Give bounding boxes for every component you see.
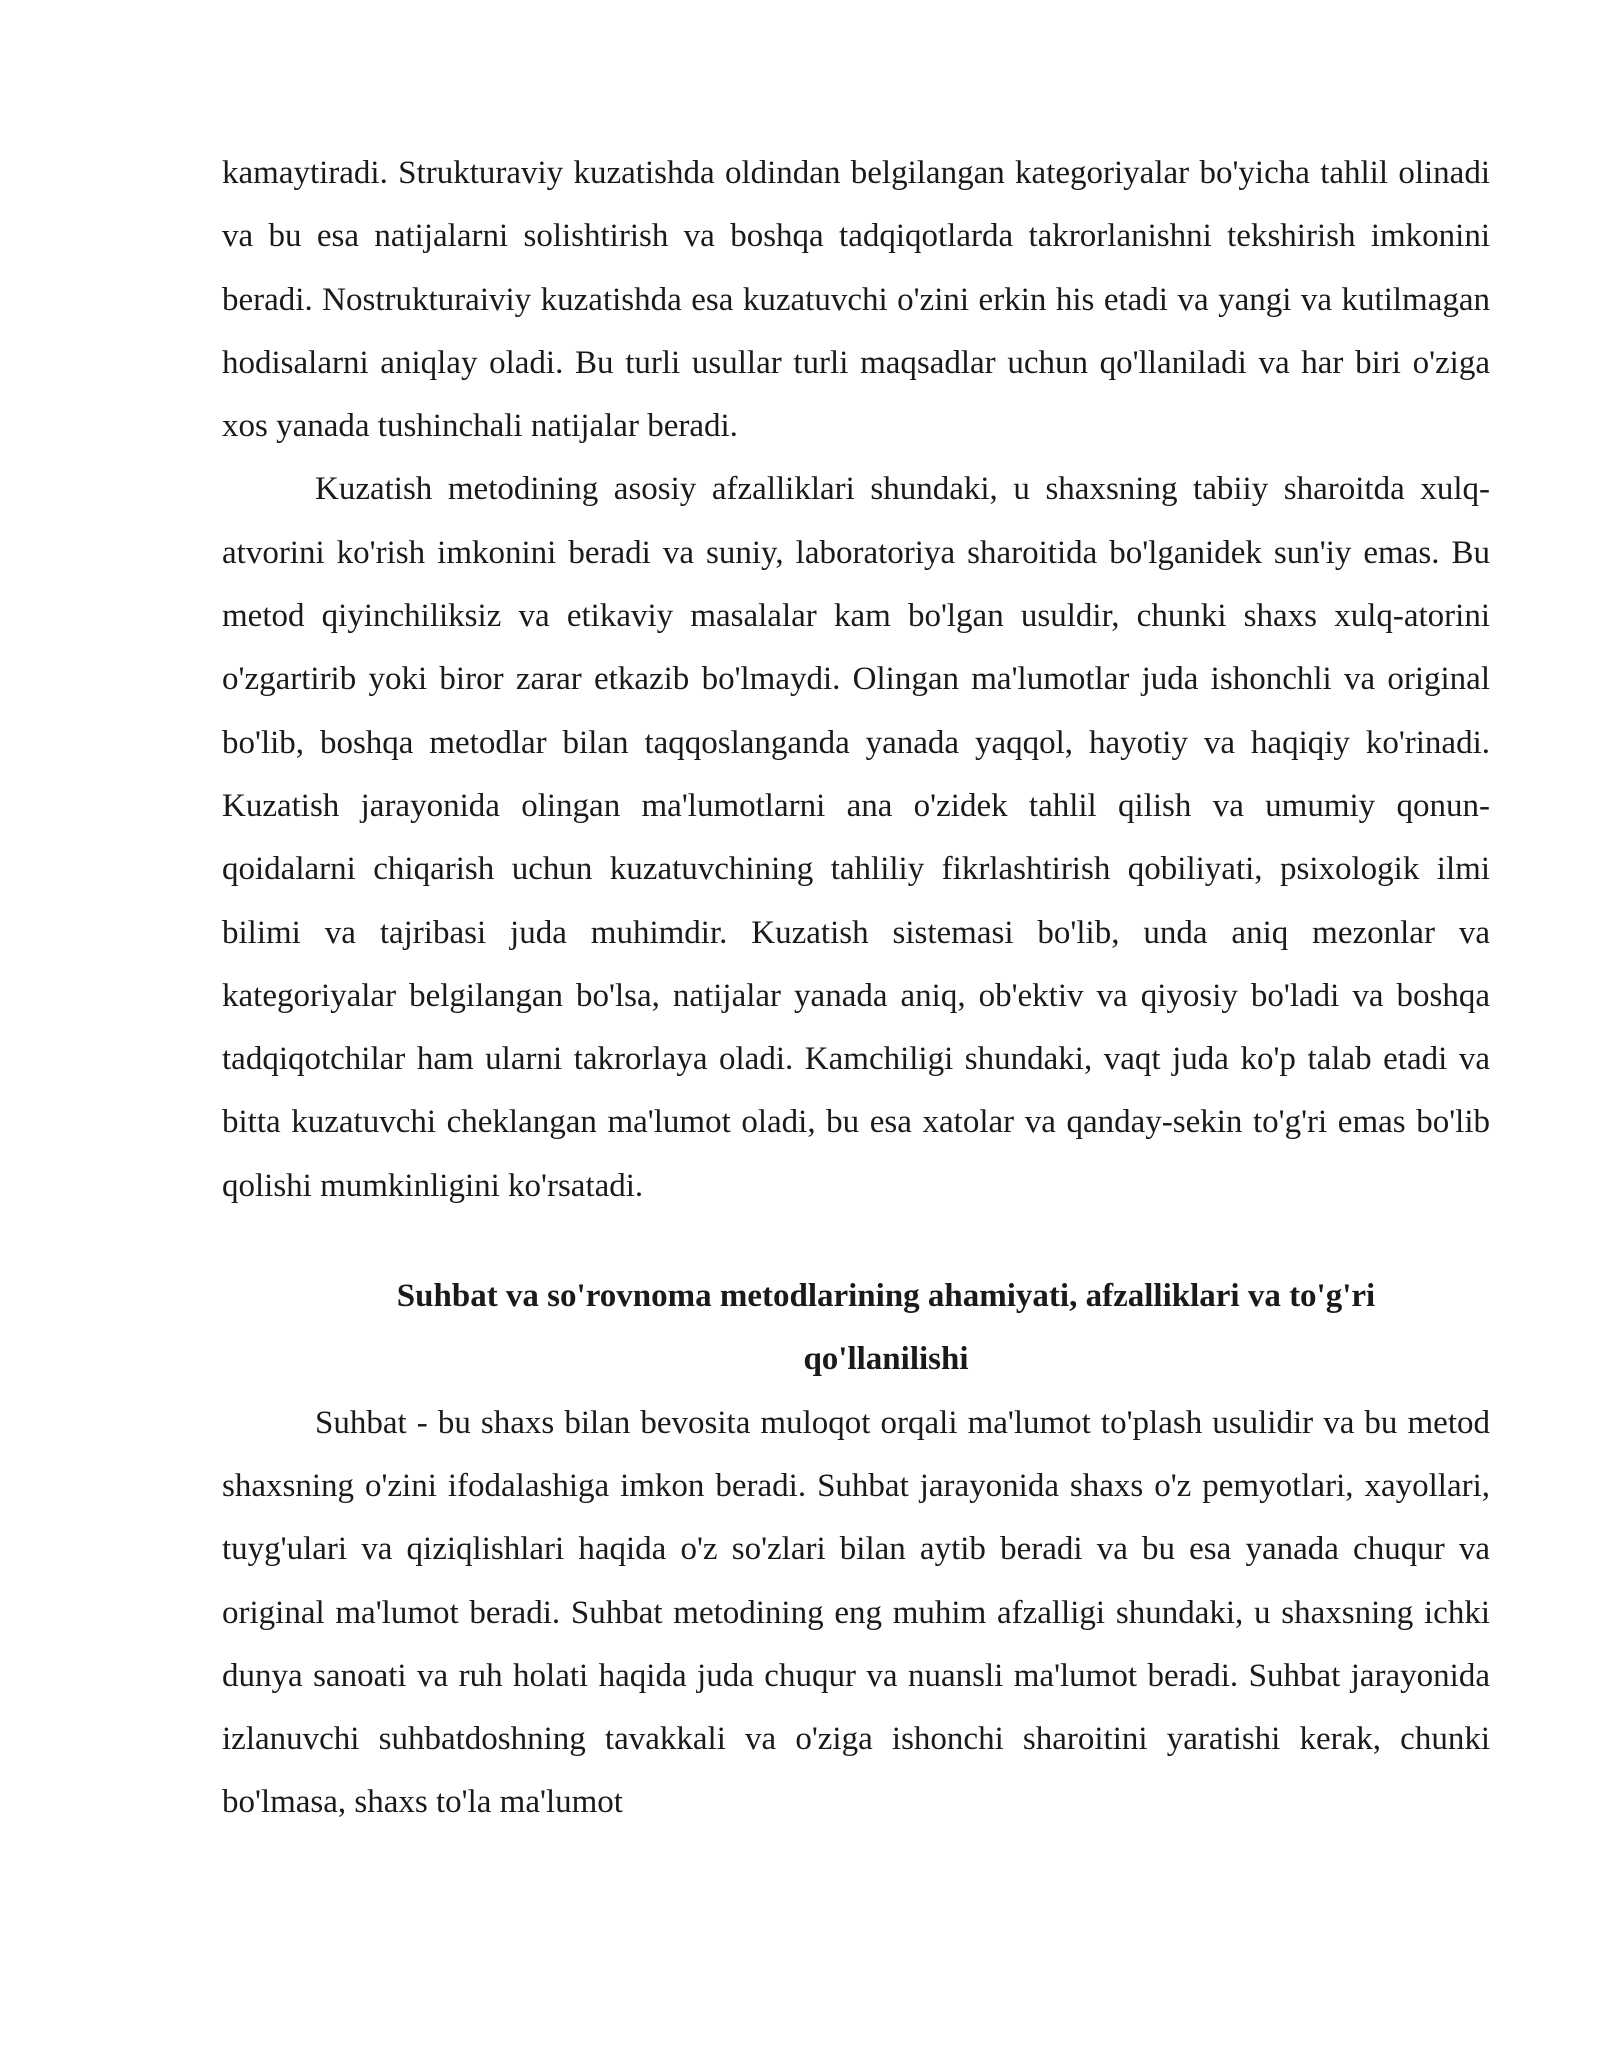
paragraph-observation-advantages: Kuzatish metodining asosiy afzalliklari shundaki, u shaxsning tabiiy sharoitda xulq-atvorini ko'rish imkonini beradi va suniy, laboratoriya sharoitida bo'lganidek sun'iy emas. Bu metod qiyinchiliksiz va etikaviy masalalar kam bo'lgan usuldir, chunki shaxs xulq-atorini o'zgartirib yoki biror zarar etkazib bo'lmaydi. Olingan ma'lumotlar juda ishonchli va original bo'lib, boshqa metodlar bilan taqqoslanganda yanada yaqqol, hayotiy va haqiqiy ko'rinadi. Kuzatish jarayonida olingan ma'lumotlarni ana o'zidek tahlil qilish va umumiy qonun-qoidalarni chiqarish uchun kuzatuvchining tahliliy fikrlashtirish qobiliyati, psixologik ilmi bilimi va tajribasi juda muhimdir. Kuzatish sistemasi bo'lib, unda aniq mezonlar va kategoriyalar belgilangan bo'lsa, natijalar yanada aniq, ob'ektiv va qiyosiy bo'ladi va boshqa tadqiqotchilar ham ularni takrorlaya oladi. Kamchiligi shundaki, vaqt juda ko'p talab etadi va bitta kuzatuvchi cheklangan ma'lumot oladi, bu esa xatolar va qanday-sekin to'g'ri emas bo'lib qolishi mumkinligini ko'rsatadi. [222, 471, 1490, 1204]
paragraph-continuation: kamaytiradi. Strukturaviy kuzatishda oldindan belgilangan kategoriyalar bo'yicha tahlil olinadi va bu esa natijalarni solishtirish va boshqa tadqiqotlarda takrorlanishni tekshirish imkonini beradi. Nostrukturaiviy kuzatishda esa kuzatuvchi o'zini erkin his etadi va yangi va kutilmagan hodisalarni aniqlay oladi. Bu turli usullar turli maqsadlar uchun qo'llaniladi va har biri o'ziga xos yanada tushinchali natijalar beradi. [222, 155, 1490, 445]
paragraph-interview: Suhbat - bu shaxs bilan bevosita muloqot orqali ma'lumot to'plash usulidir va bu metod shaxsning o'zini ifodalashiga imkon beradi. Suhbat jarayonida shaxs o'z pemyotlari, xayollari, tuyg'ulari va qiziqlishlari haqida o'z so'zlari bilan aytib beradi va bu esa yanada chuqur va original ma'lumot beradi. Suhbat metodining eng muhim afzalligi shundaki, u shaxsning ichki dunya sanoati va ruh holati haqida juda chuqur va nuansli ma'lumot beradi. Suhbat jarayonida izlanuvchi suhbatdoshning tavakkali va o'ziga ishonchi sharoitini yaratishi kerak, chunki bo'lmasa, shaxs to'la ma'lumot [222, 1404, 1490, 1821]
section-heading: Suhbat va so'rovnoma metodlarining ahamiyati, afzalliklari va to'g'ri qo'llanilishi [396, 1278, 1376, 1378]
document-page [222, 142, 1490, 1835]
